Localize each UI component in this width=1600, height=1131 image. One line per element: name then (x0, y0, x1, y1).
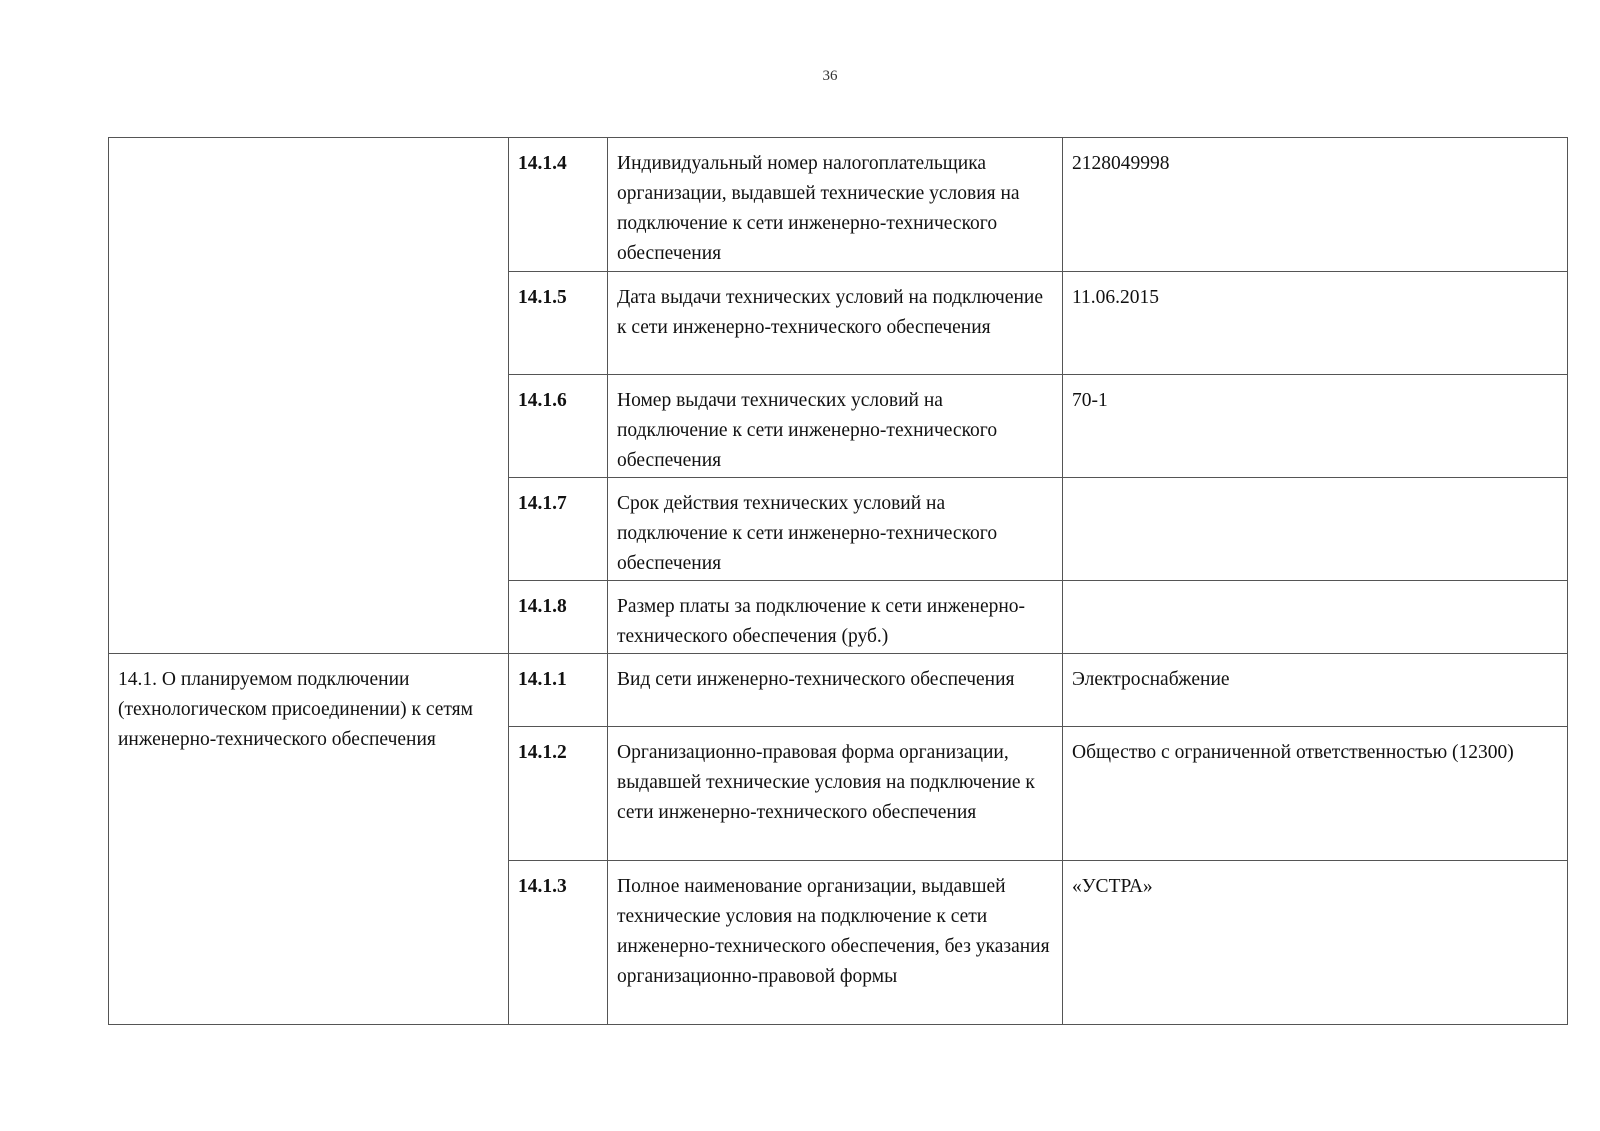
row-value: 70-1 (1063, 375, 1568, 478)
row-code: 14.1.6 (509, 375, 608, 478)
row-value: «УСТРА» (1063, 861, 1568, 1025)
page-number: 36 (822, 68, 838, 84)
row-value: Электроснабжение (1063, 654, 1568, 727)
table-row (109, 654, 1568, 727)
row-label: Срок действия технических условий на подключение к сети инженерно-технического обеспечения (608, 478, 1063, 581)
table-row (109, 138, 1568, 272)
section-cell-empty (109, 138, 509, 654)
row-label: Дата выдачи технических условий на подключение к сети инженерно-технического обеспечения (608, 272, 1063, 375)
row-code: 14.1.5 (509, 272, 608, 375)
row-label: Полное наименование организации, выдавшей технические условия на подключение к сети инженерно-технического обеспечения, без указания организационно-правовой формы (608, 861, 1063, 1025)
row-label: Номер выдачи технических условий на подключение к сети инженерно-технического обеспечения (608, 375, 1063, 478)
row-value: 2128049998 (1063, 138, 1568, 272)
row-value: 11.06.2015 (1063, 272, 1568, 375)
row-code: 14.1.3 (509, 861, 608, 1025)
row-label: Организационно-правовая форма организации, выдавшей технические условия на подключение к сети инженерно-технического обеспечения (608, 727, 1063, 861)
row-code: 14.1.1 (509, 654, 608, 727)
row-code: 14.1.4 (509, 138, 608, 272)
row-value (1063, 581, 1568, 654)
row-code: 14.1.7 (509, 478, 608, 581)
row-label: Вид сети инженерно-технического обеспечения (608, 654, 1063, 727)
disclosure-table (108, 137, 1568, 1025)
row-value (1063, 478, 1568, 581)
section-title: 14.1. О планируемом подключении (технологическом присоединении) к сетям инженерно-технического обеспечения (118, 669, 473, 750)
row-value: Общество с ограниченной ответственностью (12300) (1063, 727, 1568, 861)
row-code: 14.1.2 (509, 727, 608, 861)
section-title-cell (109, 654, 509, 1025)
row-code: 14.1.8 (509, 581, 608, 654)
row-label: Индивидуальный номер налогоплательщика организации, выдавшей технические условия на подключение к сети инженерно-технического обеспечения (608, 138, 1063, 272)
row-label: Размер платы за подключение к сети инженерно-технического обеспечения (руб.) (608, 581, 1063, 654)
